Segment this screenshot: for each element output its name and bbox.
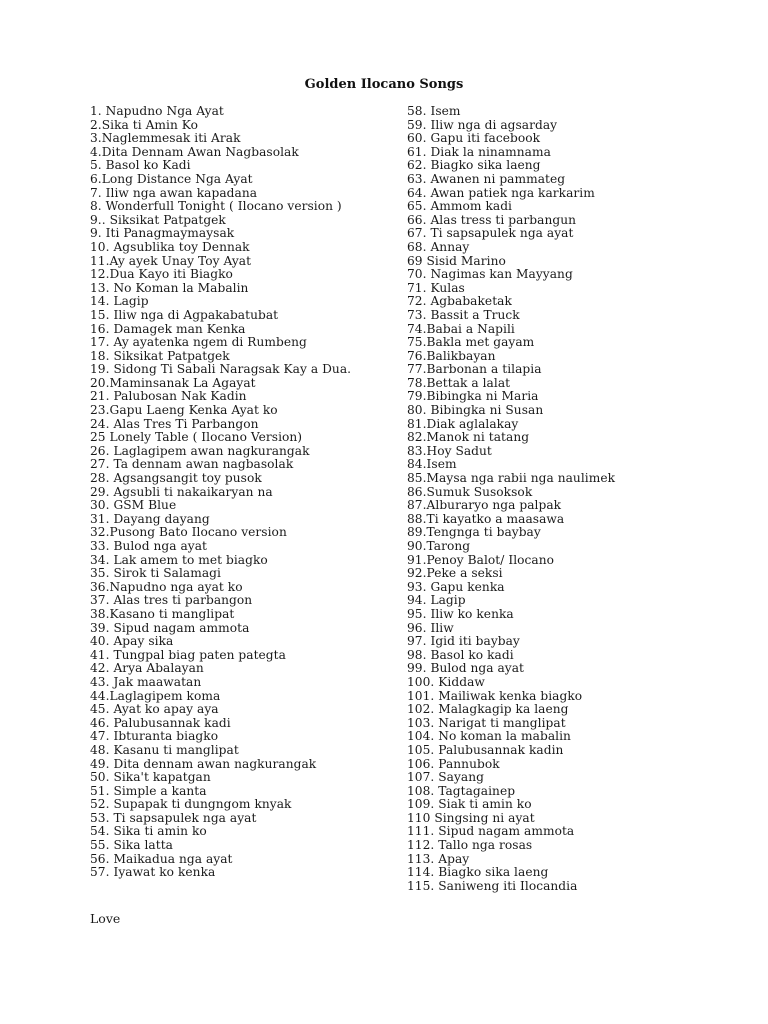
song-list-item: 111. Sipud nagam ammota	[407, 824, 575, 839]
song-list-item: 96. Iliw	[407, 620, 454, 635]
song-list-item: 70. Nagimas kan Mayyang	[407, 267, 573, 282]
song-list-item: 110 Singsing ni ayat	[407, 810, 535, 825]
song-list-item: 95. Iliw ko kenka	[407, 606, 514, 621]
song-list-item: 65. Ammom kadi	[407, 199, 512, 214]
song-list-item: 60. Gapu iti facebook	[407, 131, 541, 146]
song-list-item: 41. Tungpal biag paten pategta	[90, 647, 286, 662]
song-list-item: 77.Barbonan a tilapia	[407, 362, 542, 377]
song-list-item: 55. Sika latta	[90, 838, 173, 853]
song-list-item: 10. Agsublika toy Dennak	[90, 239, 250, 254]
song-list-item: 1. Napudno Nga Ayat	[90, 104, 224, 118]
song-list-item: 39. Sipud nagam ammota	[90, 620, 250, 635]
song-list-item: 63. Awanen ni pammateg	[407, 171, 566, 186]
song-list-item: 48. Kasanu ti manglipat	[90, 742, 239, 757]
song-list-item: 97. Igid iti baybay	[407, 634, 520, 649]
song-list-item: 67. Ti sapsapulek nga ayat	[407, 226, 574, 241]
song-list-item: 47. Ibturanta biagko	[90, 729, 219, 744]
song-list-item: 85.Maysa nga rabii nga naulimek	[407, 471, 616, 486]
song-list-item: 105. Palubusannak kadin	[407, 742, 564, 757]
song-list-item: 50. Sika't kapatgan	[90, 770, 211, 785]
song-list-item: 74.Babai a Napili	[407, 321, 515, 336]
song-list-item: 2.Sika ti Amin Ko	[90, 117, 199, 132]
song-list-item: 53. Ti sapsapulek nga ayat	[90, 810, 257, 825]
song-list-item: 42. Arya Abalayan	[90, 661, 204, 676]
song-list-item: 18. Siksikat Patpatgek	[90, 348, 230, 363]
song-list-item: 43. Jak maawatan	[90, 674, 202, 689]
song-list-left	[90, 105, 410, 880]
song-list-item: 57. Iyawat ko kenka	[90, 865, 216, 880]
song-list-item: 25 Lonely Table ( Ilocano Version)	[90, 430, 303, 445]
song-list-item: 8. Wonderfull Tonight ( Ilocano version )	[90, 199, 342, 214]
song-list-item: 7. Iliw nga awan kapadana	[90, 185, 258, 200]
song-list-item: 21. Palubosan Nak Kadin	[90, 389, 247, 404]
song-list-item: 19. Sidong Ti Sabali Naragsak Kay a Dua.	[90, 362, 352, 377]
song-list-item: 29. Agsubli ti nakaikaryan na	[90, 484, 273, 499]
song-list-item: 9.. Siksikat Patpatgek	[90, 212, 226, 227]
song-list-item: 6.Long Distance Nga Ayat	[90, 171, 253, 186]
song-list-item: 93. Gapu kenka	[407, 579, 505, 594]
song-list-item: 35. Sirok ti Salamagi	[90, 566, 221, 581]
song-list-item: 107. Sayang	[407, 770, 484, 785]
song-list-item: 46. Palubusannak kadi	[90, 715, 231, 730]
song-list-item: 103. Narigat ti manglipat	[407, 715, 566, 730]
song-list-item: 44.Laglagipem koma	[90, 688, 221, 703]
song-list-item: 37. Alas tres ti parbangon	[90, 593, 253, 608]
song-list-item: 30. GSM Blue	[90, 498, 177, 513]
song-list-item: 52. Supapak ti dungngom knyak	[90, 797, 292, 812]
song-list-item: 112. Tallo nga rosas	[407, 838, 533, 853]
song-list-item: 16. Damagek man Kenka	[90, 321, 246, 336]
song-list-item: 15. Iliw nga di Agpakabatubat	[90, 307, 279, 322]
song-list-item: 3.Naglemmesak iti Arak	[90, 131, 241, 146]
song-list-item: 9. Iti Panagmaymaysak	[90, 226, 235, 241]
song-list-item: 20.Maminsanak La Agayat	[90, 375, 256, 390]
song-list-item: 113. Apay	[407, 851, 470, 866]
song-list-item: 102. Malagkagip ka laeng	[407, 702, 569, 717]
song-list-item: 106. Pannubok	[407, 756, 500, 771]
song-list-item: 38.Kasano ti manglipat	[90, 606, 235, 621]
song-list-item: 23.Gapu Laeng Kenka Ayat ko	[90, 403, 278, 418]
song-list-item: 72. Agbabaketak	[407, 294, 512, 309]
song-list-item: 80. Bibingka ni Susan	[407, 403, 544, 418]
song-list-item: 115. Saniweng iti Ilocandia	[407, 878, 578, 893]
song-list-item: 68. Annay	[407, 239, 470, 254]
song-list-item: 26. Laglagipem awan nagkurangak	[90, 443, 310, 458]
song-list-item: 61. Diak la ninamnama	[407, 144, 551, 159]
song-list-item: 64. Awan patiek nga karkarim	[407, 185, 595, 200]
song-list-item: 90.Tarong	[407, 539, 471, 553]
song-list-item: 58. Isem	[407, 104, 461, 118]
document-title: Golden Ilocano Songs	[304, 77, 464, 92]
song-list-item: 81.Diak aglalakay	[407, 416, 519, 431]
song-list-item: 33. Bulod nga ayat	[90, 539, 207, 553]
song-list-item: 32.Pusong Bato Ilocano version	[90, 525, 287, 540]
song-list-item: 36.Napudno nga ayat ko	[90, 579, 243, 594]
song-list-item: 56. Maikadua nga ayat	[90, 851, 233, 866]
song-list-item: 79.Bibingka ni Maria	[407, 389, 539, 404]
footer-text: Love	[90, 911, 121, 926]
song-list-item: 73. Bassit a Truck	[407, 307, 520, 322]
song-list-item: 109. Siak ti amin ko	[407, 797, 532, 812]
song-list-item: 59. Iliw nga di agsarday	[407, 117, 558, 132]
song-list-item: 104. No koman la mabalin	[407, 729, 571, 744]
song-list-right	[407, 105, 737, 893]
song-list-item: 4.Dita Dennam Awan Nagbasolak	[90, 144, 299, 159]
song-list-item: 40. Apay sika	[90, 634, 174, 649]
song-list-item: 75.Bakla met gayam	[407, 335, 535, 350]
song-list-item: 45. Ayat ko apay aya	[90, 702, 219, 717]
song-list-item: 31. Dayang dayang	[90, 511, 210, 526]
song-list-item: 84.Isem	[407, 457, 457, 472]
song-list-item: 87.Alburaryo nga palpak	[407, 498, 562, 513]
song-list-item: 27. Ta dennam awan nagbasolak	[90, 457, 294, 472]
song-list-item: 108. Tagtagainep	[407, 783, 516, 798]
song-list-item: 17. Ay ayatenka ngem di Rumbeng	[90, 335, 307, 350]
song-list-item: 71. Kulas	[407, 280, 465, 295]
song-list-item: 78.Bettak a lalat	[407, 375, 511, 390]
song-list-item: 94. Lagip	[407, 593, 466, 608]
song-list-item: 5. Basol ko Kadi	[90, 158, 191, 173]
song-list-item: 82.Manok ni tatang	[407, 430, 530, 445]
song-list-item: 24. Alas Tres Ti Parbangon	[90, 416, 259, 431]
song-list-item: 49. Dita dennam awan nagkurangak	[90, 756, 317, 771]
song-list-item: 99. Bulod nga ayat	[407, 661, 524, 676]
song-list-item: 12.Dua Kayo iti Biagko	[90, 267, 233, 282]
song-list-item: 98. Basol ko kadi	[407, 647, 514, 662]
song-list-item: 101. Mailiwak kenka biagko	[407, 688, 583, 703]
song-list-item: 66. Alas tress ti parbangun	[407, 212, 576, 227]
song-list-item: 89.Tengnga ti baybay	[407, 525, 541, 540]
song-list-item: 13. No Koman la Mabalin	[90, 280, 249, 295]
song-list-item: 114. Biagko sika laeng	[407, 865, 549, 880]
song-list-item: 54. Sika ti amin ko	[90, 824, 207, 839]
song-list-item: 83.Hoy Sadut	[407, 443, 492, 458]
song-list-item: 92.Peke a seksi	[407, 566, 503, 581]
song-list-item: 88.Ti kayatko a maasawa	[407, 511, 565, 526]
song-list-item: 86.Sumuk Susoksok	[407, 484, 533, 499]
song-list-item: 28. Agsangsangit toy pusok	[90, 471, 262, 486]
song-list-item: 100. Kiddaw	[407, 674, 485, 689]
song-list-item: 34. Lak amem to met biagko	[90, 552, 268, 567]
song-list-item: 11.Ay ayek Unay Toy Ayat	[90, 253, 252, 268]
song-list-item: 62. Biagko sika laeng	[407, 158, 541, 173]
song-list-item: 76.Balikbayan	[407, 348, 496, 363]
song-list-item: 91.Penoy Balot/ Ilocano	[407, 552, 555, 567]
song-list-item: 69 Sisid Marino	[407, 253, 506, 268]
song-list-item: 14. Lagip	[90, 294, 149, 309]
song-list-item: 51. Simple a kanta	[90, 783, 207, 798]
